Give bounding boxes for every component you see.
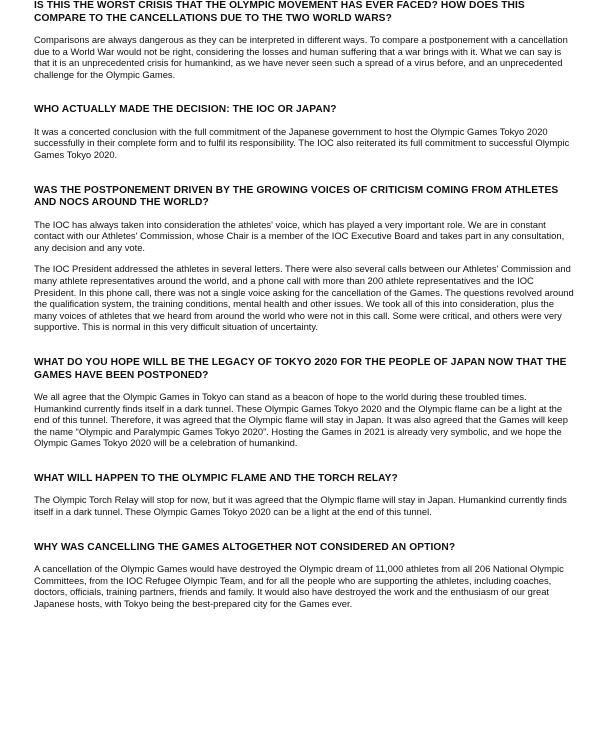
section-paragraph: Comparisons are always dangerous as they can be interpreted in different ways. To compare a postponement with a cancellation due to a World War would not be right, considering the losses and human suffering that a war brings with it. What we can say is that it is an unprecedented crisis for humankind, as we have never seen such a spread of a virus before, and an unprecedented challenge for the Olympic Games. <box>34 34 568 80</box>
faq-section-worst-crisis <box>34 0 574 80</box>
section-paragraph: The Olympic Torch Relay will stop for now, but it was agreed that the Olympic flame will stay in Japan. Humankind currently finds itself in a dark tunnel. These Olympic Games Tokyo 2020 can be a light at the end of this tunnel. <box>34 494 567 518</box>
section-heading: WHO ACTUALLY MADE THE DECISION: THE IOC OR JAPAN? <box>34 104 337 116</box>
section-paragraph: It was a concerted conclusion with the full commitment of the Japanese government to host the Olympic Games Tokyo 2020 successfully in their complete form and to fulfil its responsibility. The IOC also reiterated its full commitment to successful Olympic Games Tokyo 2020. <box>34 125 570 161</box>
faq-section-criticism <box>34 185 574 333</box>
document-page <box>34 0 574 620</box>
section-spacer <box>34 171 574 185</box>
faq-section-legacy <box>34 357 574 449</box>
section-paragraph: The IOC has always taken into consideration the athletes' voice, which has played a very important role. We are in constant contact with our Athletes' Commission, whose Chair is a member of the IOC Executive Board and takes part in any consultation, any decision and any vote. <box>34 218 565 253</box>
section-spacer <box>34 459 574 473</box>
faq-section-who-decided <box>34 104 574 160</box>
section-heading: IS THIS THE WORST CRISIS THAT THE OLYMPIC MOVEMENT HAS EVER FACED? HOW DOES THIS COMPARE TO THE CANCELLATIONS DUE TO THE TWO WORLD WARS? <box>34 0 525 24</box>
section-paragraph: A cancellation of the Olympic Games would have destroyed the Olympic dream of 11,000 athletes from all 206 National Olympic Committees, from the IOC Refugee Olympic Team, and for all the people who are supporting the athletes, including coaches, doctors, officials, training partners, friends and family. It would also have destroyed the work and the enthusiasm of our great Japanese hosts, with Tokyo being the best-prepared city for the Games ever. <box>34 563 564 609</box>
section-heading: WAS THE POSTPONEMENT DRIVEN BY THE GROWING VOICES OF CRITICISM COMING FROM ATHLETES AND NOCS AROUND THE WORLD? <box>34 184 559 209</box>
section-spacer <box>34 90 574 104</box>
section-heading: WHAT WILL HAPPEN TO THE OLYMPIC FLAME AND THE TORCH RELAY? <box>34 472 398 484</box>
section-heading: WHY WAS CANCELLING THE GAMES ALTOGETHER NOT CONSIDERED AN OPTION? <box>34 541 456 553</box>
faq-section-flame-relay <box>34 473 574 518</box>
section-spacer <box>34 343 574 357</box>
faq-section-cancellation <box>34 542 574 610</box>
section-paragraph: We all agree that the Olympic Games in Tokyo can stand as a beacon of hope to the world during these troubled times. Humankind currently finds itself in a dark tunnel. These Olympic Games Tokyo 2020 and the Olympic flame can be a light at the end of this tunnel. Therefore, it was agreed that the Olympic flame will stay in Japan. It was also agreed that the Games will keep the name “Olympic and Paralympic Games Tokyo 2020”. Hosting the Games in 2021 is already very symbolic, and we hope the Olympic Games Tokyo 2020 will be a celebration of humankind. <box>34 391 568 449</box>
section-heading: WHAT DO YOU HOPE WILL BE THE LEGACY OF TOKYO 2020 FOR THE PEOPLE OF JAPAN NOW THAT THE GAMES HAVE BEEN POSTPONED? <box>34 357 567 381</box>
section-paragraph: The IOC President addressed the athletes in several letters. There were also several calls between our Athletes' Commission and many athlete representatives around the world, and a phone call with more than 200 athlete representatives and the IOC President. In this phone call, there was not a single voice asking for the cancellation of the Games. The questions revolved around the qualification system, the training conditions, mental health and other issues. We took all of this into consideration, plus the many voices of athletes that we heard from around the world who were not in this call. Some were critical, and others were very supportive. This is normal in this very difficult situation of uncertainty. <box>34 263 574 333</box>
section-spacer <box>34 528 574 542</box>
